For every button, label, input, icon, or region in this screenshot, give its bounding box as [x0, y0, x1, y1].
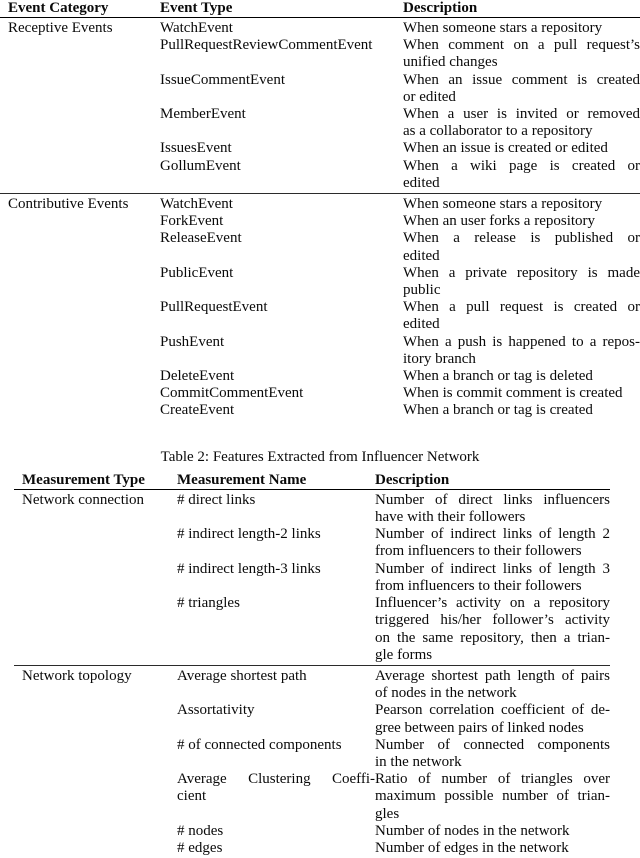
description-line: from influencers to their followers	[375, 577, 582, 594]
table-row	[177, 823, 610, 840]
description-cell	[375, 771, 610, 823]
description-line: maximum possible number of trian-	[375, 788, 610, 805]
description-cell: When an issue is created or edited	[403, 140, 608, 157]
description-line: Number of connected components	[375, 736, 610, 753]
description-cell	[375, 492, 610, 526]
table-row	[160, 385, 640, 402]
event-type-cell: ForkEvent	[160, 213, 224, 230]
event-type-cell: PullRequestReviewCommentEvent	[160, 37, 373, 54]
description-cell	[403, 230, 640, 264]
section-rows	[160, 20, 640, 192]
measurement-name-cell: # indirect length-3 links	[177, 560, 321, 577]
col-header-event-category: Event Category	[8, 0, 109, 16]
description-cell: When an user forks a repository	[403, 213, 596, 230]
measurement-name-line: Average Clustering Coeffi-	[177, 771, 375, 788]
description-cell: When is commit comment is created	[403, 385, 623, 402]
description-line: Influencer’s activity on a repository	[375, 595, 610, 612]
table-row	[160, 158, 640, 192]
events-table-header-row	[0, 0, 640, 18]
table-row	[177, 737, 610, 771]
event-type-cell: DeleteEvent	[160, 368, 235, 385]
description-line: When a release is published or	[403, 230, 640, 247]
description-line: as a collaborator to a repository	[403, 123, 593, 140]
description-cell	[375, 668, 610, 702]
description-line: Ratio of number of triangles over	[375, 771, 610, 788]
table-row	[160, 213, 640, 230]
table-row	[177, 840, 610, 857]
section-network-topology	[14, 665, 610, 858]
measurement-name-cell: # edges	[177, 839, 223, 856]
event-type-cell: CreateEvent	[160, 402, 235, 419]
event-type-cell: CommitCommentEvent	[160, 385, 304, 402]
description-line: Number of direct links influencers	[375, 491, 610, 508]
description-line: edited	[403, 174, 440, 191]
description-line: When a push is happened to a repos-	[403, 333, 640, 350]
description-cell	[403, 72, 640, 106]
description-line: unified changes	[403, 54, 498, 71]
description-line: in the network	[375, 753, 462, 770]
measurement-name-cell: # triangles	[177, 595, 240, 612]
description-line: of nodes in the network	[375, 685, 517, 702]
description-line: When a private repository is made	[403, 264, 640, 281]
measurement-name-cell: Average shortest path	[177, 667, 307, 684]
section-network-connection	[14, 490, 610, 665]
event-type-cell: PushEvent	[160, 333, 225, 350]
table-row	[160, 20, 640, 37]
table-row	[177, 702, 610, 736]
event-type-cell: IssuesEvent	[160, 140, 232, 157]
table-row	[160, 299, 640, 333]
description-line: When comment on a pull request’s	[403, 37, 640, 54]
measurement-name-cell: Assortativity	[177, 702, 255, 719]
description-line: Pearson correlation coefficient of de-	[375, 702, 610, 719]
measurement-name-cell: # indirect length-2 links	[177, 526, 321, 543]
description-cell: When a branch or tag is deleted	[403, 368, 593, 385]
section-contributive-events	[0, 193, 640, 421]
section-rows	[177, 492, 610, 664]
event-type-cell: IssueCommentEvent	[160, 71, 285, 88]
table-row	[177, 771, 610, 823]
events-table	[0, 0, 640, 421]
category-cell: Network connection	[22, 491, 145, 508]
table-row	[177, 492, 610, 526]
description-line: on the same repository, then a trian-	[375, 629, 610, 646]
description-line: public	[403, 282, 441, 299]
description-cell	[375, 737, 610, 771]
description-cell	[375, 526, 610, 560]
event-type-cell: WatchEvent	[160, 196, 233, 213]
measurement-name-cell	[177, 771, 375, 823]
table-row	[160, 106, 640, 140]
description-line: When a user is invited or removed	[403, 106, 640, 123]
col-header-measurement-type: Measurement Type	[22, 471, 145, 488]
category-cell: Network topology	[22, 667, 132, 684]
measurements-table-header-row	[14, 472, 610, 490]
table-row	[160, 265, 640, 299]
table-row	[177, 595, 610, 664]
table-row	[177, 561, 610, 595]
table-row	[160, 368, 640, 385]
description-line: gle forms	[375, 646, 433, 663]
description-line: have with their followers	[375, 509, 526, 526]
col-header-description: Description	[403, 0, 478, 16]
event-type-cell: MemberEvent	[160, 106, 246, 123]
section-rows	[177, 668, 610, 857]
event-type-cell: PublicEvent	[160, 264, 234, 281]
description-line: Number of indirect links of length 2	[375, 526, 610, 543]
description-line: triggered his/her follower’s activity	[375, 612, 610, 629]
table-row	[160, 230, 640, 264]
description-cell: When someone stars a repository	[403, 20, 603, 36]
event-type-cell: GollumEvent	[160, 157, 241, 174]
measurement-name-cell: # nodes	[177, 822, 224, 839]
description-cell	[403, 37, 640, 71]
event-type-cell: WatchEvent	[160, 20, 233, 36]
section-receptive-events	[0, 18, 640, 193]
category-cell: Receptive Events	[8, 20, 113, 36]
table-row	[160, 37, 640, 71]
col-header-measurement-name: Measurement Name	[177, 471, 307, 488]
table-row	[160, 196, 640, 213]
table-row	[177, 668, 610, 702]
description-cell	[403, 106, 640, 140]
measurement-name-cell: # of connected components	[177, 736, 342, 753]
description-line: When a wiki page is created or	[403, 157, 640, 174]
measurement-name-cell: # direct links	[177, 491, 256, 508]
event-type-cell: ReleaseEvent	[160, 230, 242, 247]
measurement-name-line: cient	[177, 788, 207, 805]
section-rows	[160, 196, 640, 420]
description-line: gles	[375, 805, 400, 822]
description-line: from influencers to their followers	[375, 543, 582, 560]
table2-caption: Table 2: Features Extracted from Influencer Network	[160, 448, 480, 465]
event-type-cell: PullRequestEvent	[160, 299, 268, 316]
description-cell	[375, 595, 610, 664]
col-header-event-type: Event Type	[160, 0, 233, 16]
description-line: or edited	[403, 88, 456, 105]
description-cell: When a branch or tag is created	[403, 402, 593, 419]
description-cell	[375, 561, 610, 595]
table-row	[160, 72, 640, 106]
description-cell: When someone stars a repository	[403, 196, 603, 213]
table-row	[160, 140, 640, 157]
table-row	[160, 402, 640, 419]
description-line: When a pull request is created or	[403, 299, 640, 316]
measurements-table	[14, 472, 610, 858]
description-line: When an issue comment is created	[403, 71, 640, 88]
description-cell	[403, 158, 640, 192]
description-cell	[403, 299, 640, 333]
description-line: edited	[403, 316, 440, 333]
description-line: edited	[403, 247, 440, 264]
table-row	[177, 526, 610, 560]
description-cell: Number of nodes in the network	[375, 822, 570, 839]
col-header-description: Description	[375, 471, 450, 488]
description-cell	[403, 334, 640, 368]
description-cell	[375, 702, 610, 736]
description-cell: Number of edges in the network	[375, 839, 569, 856]
category-cell: Contributive Events	[8, 196, 129, 213]
table-row	[160, 334, 640, 368]
description-line: Average shortest path length of pairs	[375, 667, 610, 684]
description-line: gree between pairs of linked nodes	[375, 719, 584, 736]
description-line: Number of indirect links of length 3	[375, 560, 610, 577]
description-line: itory branch	[403, 350, 476, 367]
description-cell	[403, 265, 640, 299]
